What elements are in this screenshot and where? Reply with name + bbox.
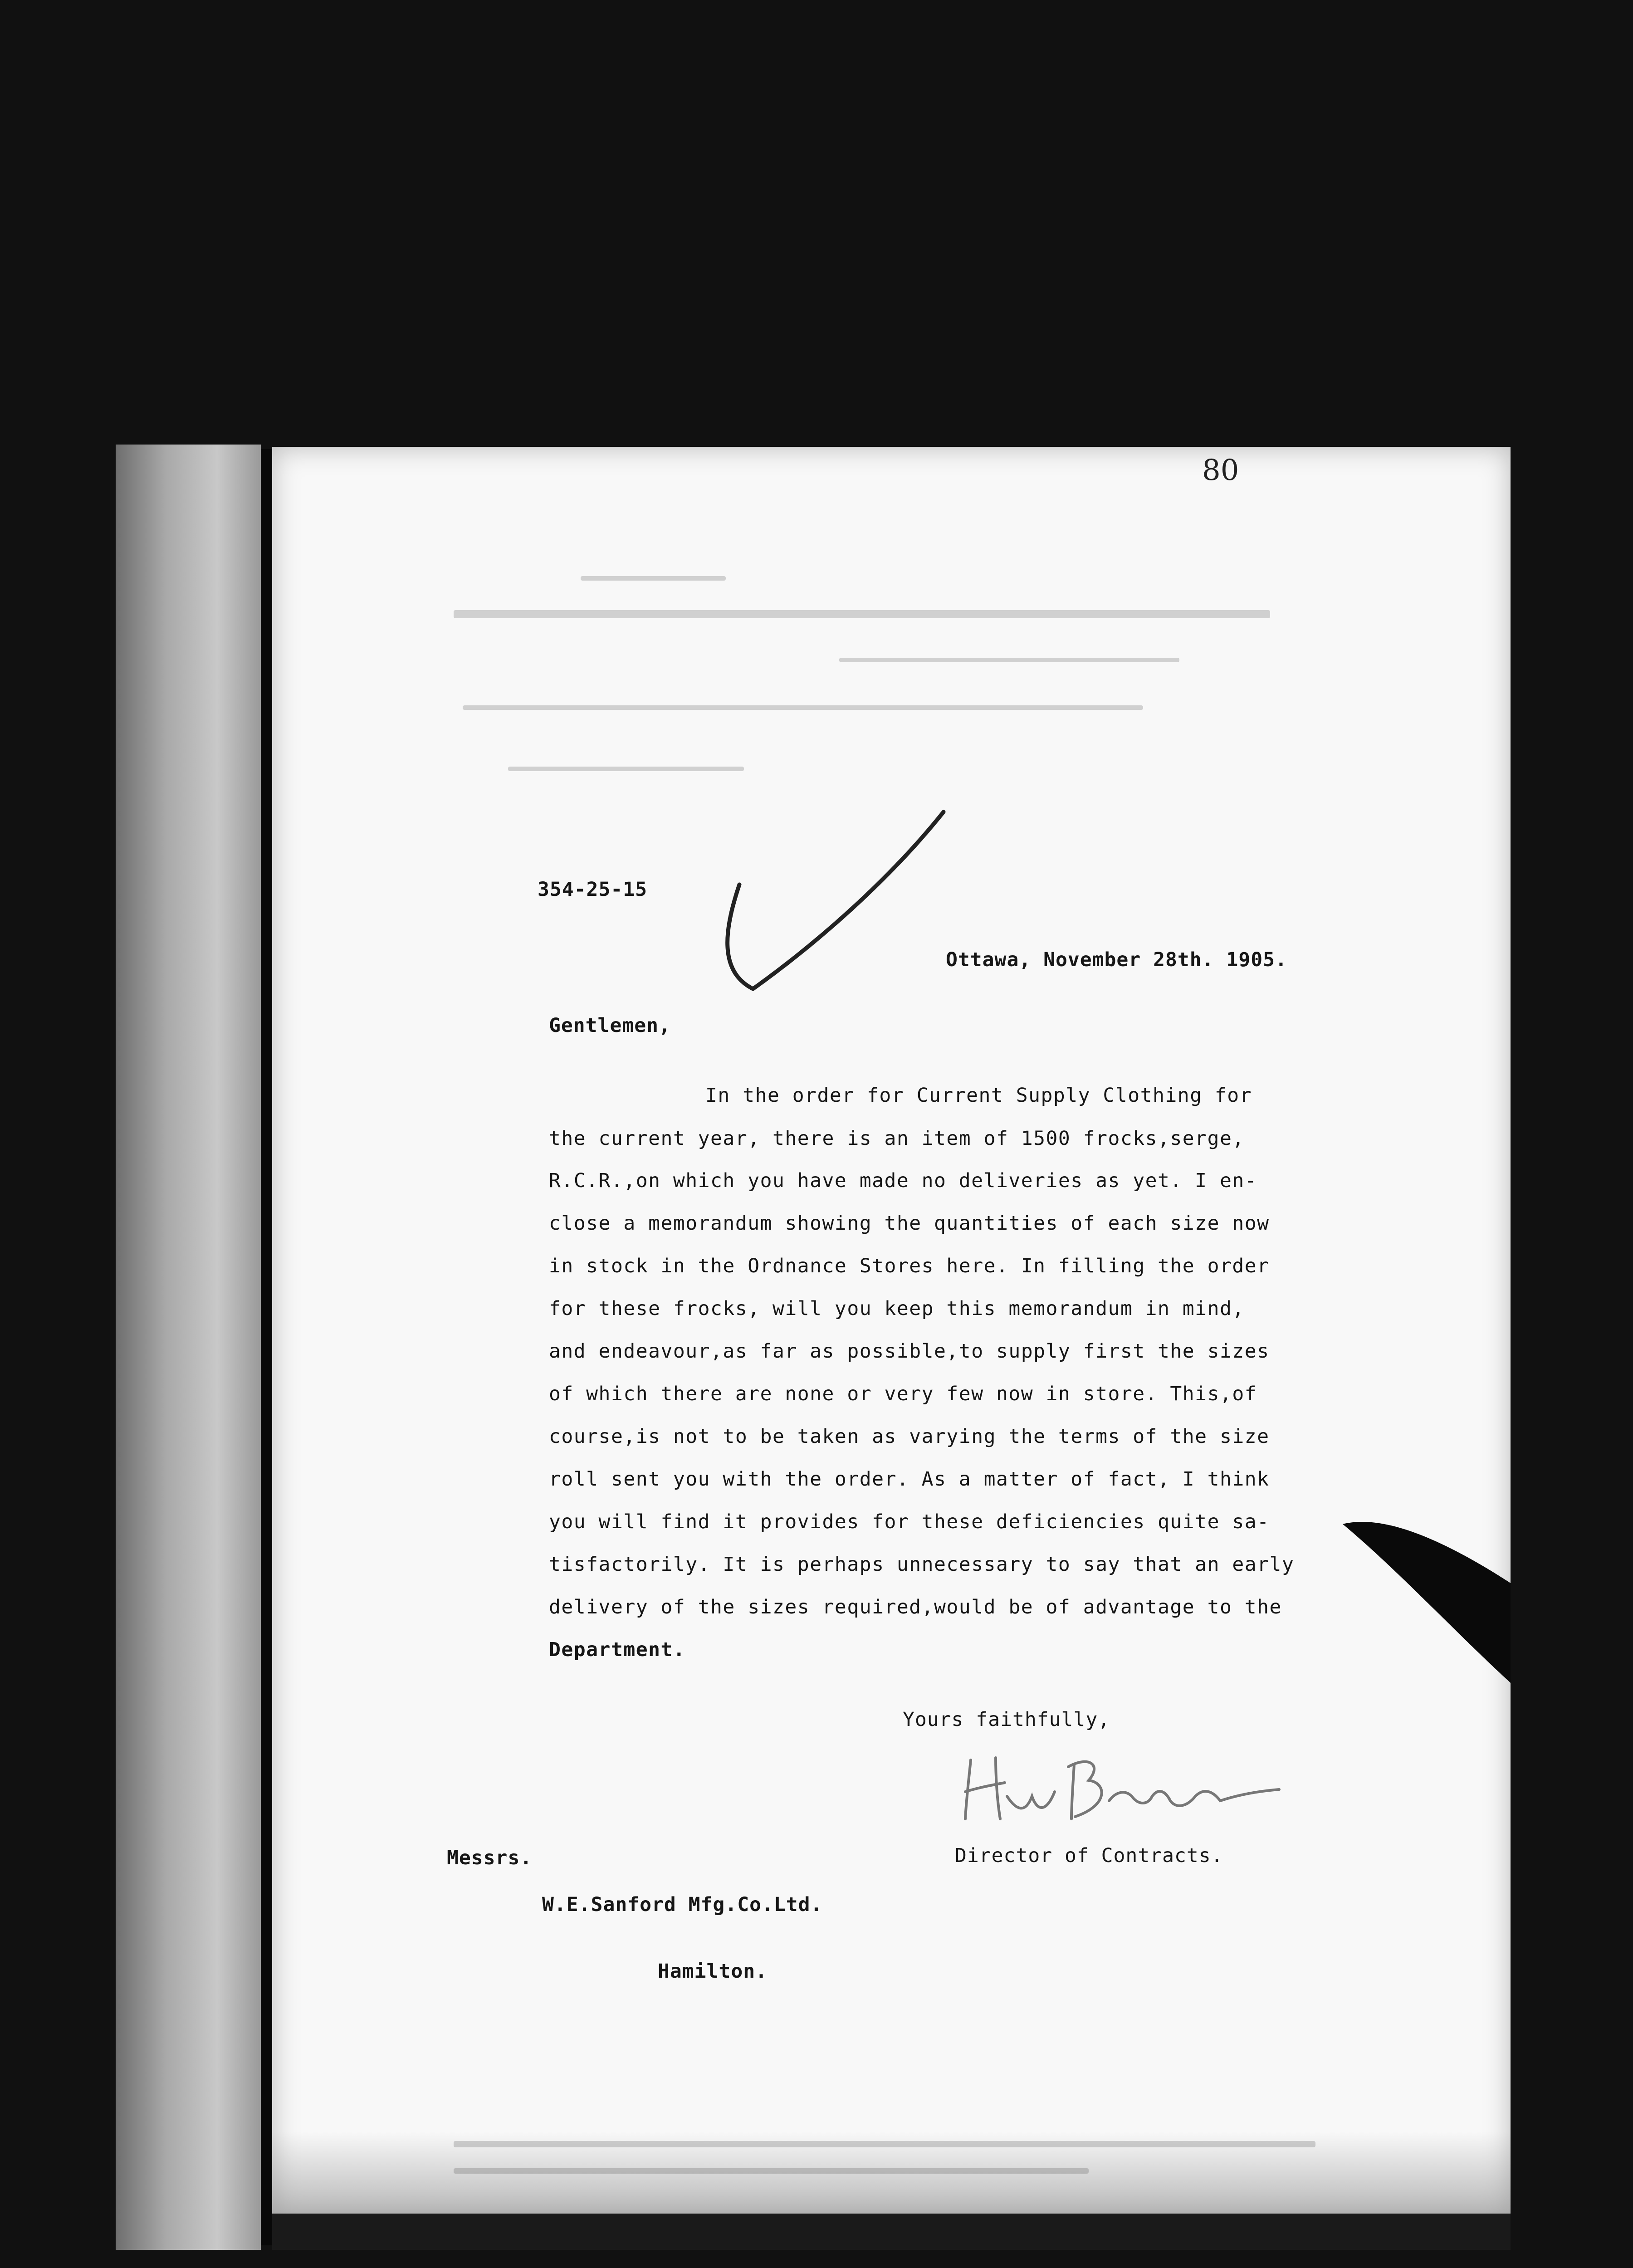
checkmark-annotation: [699, 807, 953, 1025]
bleed-through-line: [508, 767, 744, 771]
letter-page: [272, 447, 1511, 2220]
page-gutter-shadow: [261, 449, 274, 2245]
addressee-city: Hamilton.: [658, 1960, 768, 1983]
body-line: delivery of the sizes required,would be of advantage to the: [549, 1596, 1282, 1618]
body-line: for these frocks, will you keep this memorandum in mind,: [549, 1297, 1245, 1320]
body-line: tisfactorily. It is perhaps unnecessary to say that an early: [549, 1553, 1295, 1576]
body-line: of which there are none or very few now in store. This,of: [549, 1383, 1257, 1405]
signature: [953, 1742, 1297, 1828]
body-line: course,is not to be taken as varying the terms of the size: [549, 1425, 1270, 1448]
addressee-prefix: Messrs.: [447, 1847, 533, 1869]
addressee-company: W.E.Sanford Mfg.Co.Ltd.: [542, 1893, 823, 1916]
bleed-through-line: [463, 705, 1143, 710]
place-date: Ottawa, November 28th. 1905.: [946, 948, 1287, 971]
file-reference: 354-25-15: [538, 878, 647, 901]
bleed-through-line: [454, 2168, 1089, 2174]
body-line: the current year, there is an item of 1500 frocks,serge,: [549, 1127, 1245, 1150]
body-line: close a memorandum showing the quantities of each size now: [549, 1212, 1270, 1235]
clip-shadow: [1343, 1515, 1511, 1683]
body-line: Department.: [549, 1638, 686, 1661]
bleed-through-line: [454, 2141, 1315, 2147]
body-line: In the order for Current Supply Clothing for: [705, 1084, 1252, 1107]
folio-number: 80: [1202, 454, 1239, 487]
salutation: Gentlemen,: [549, 1014, 671, 1037]
body-line: and endeavour,as far as possible,to supply first the sizes: [549, 1340, 1270, 1363]
page-bottom-gap: [272, 2214, 1511, 2250]
body-line: roll sent you with the order. As a matter of fact, I think: [549, 1468, 1270, 1491]
body-line: you will find it provides for these deficiencies quite sa-: [549, 1510, 1270, 1533]
bleed-through-line: [839, 658, 1179, 662]
bleed-through-line: [454, 610, 1270, 618]
body-line: in stock in the Ordnance Stores here. In filling the order: [549, 1255, 1270, 1277]
previous-page-edge: [116, 445, 261, 2250]
body-line: R.C.R.,on which you have made no deliveries as yet. I en-: [549, 1169, 1257, 1192]
closing: Yours faithfully,: [903, 1708, 1110, 1731]
signer-title: Director of Contracts.: [955, 1844, 1223, 1867]
bleed-through-line: [581, 576, 726, 581]
